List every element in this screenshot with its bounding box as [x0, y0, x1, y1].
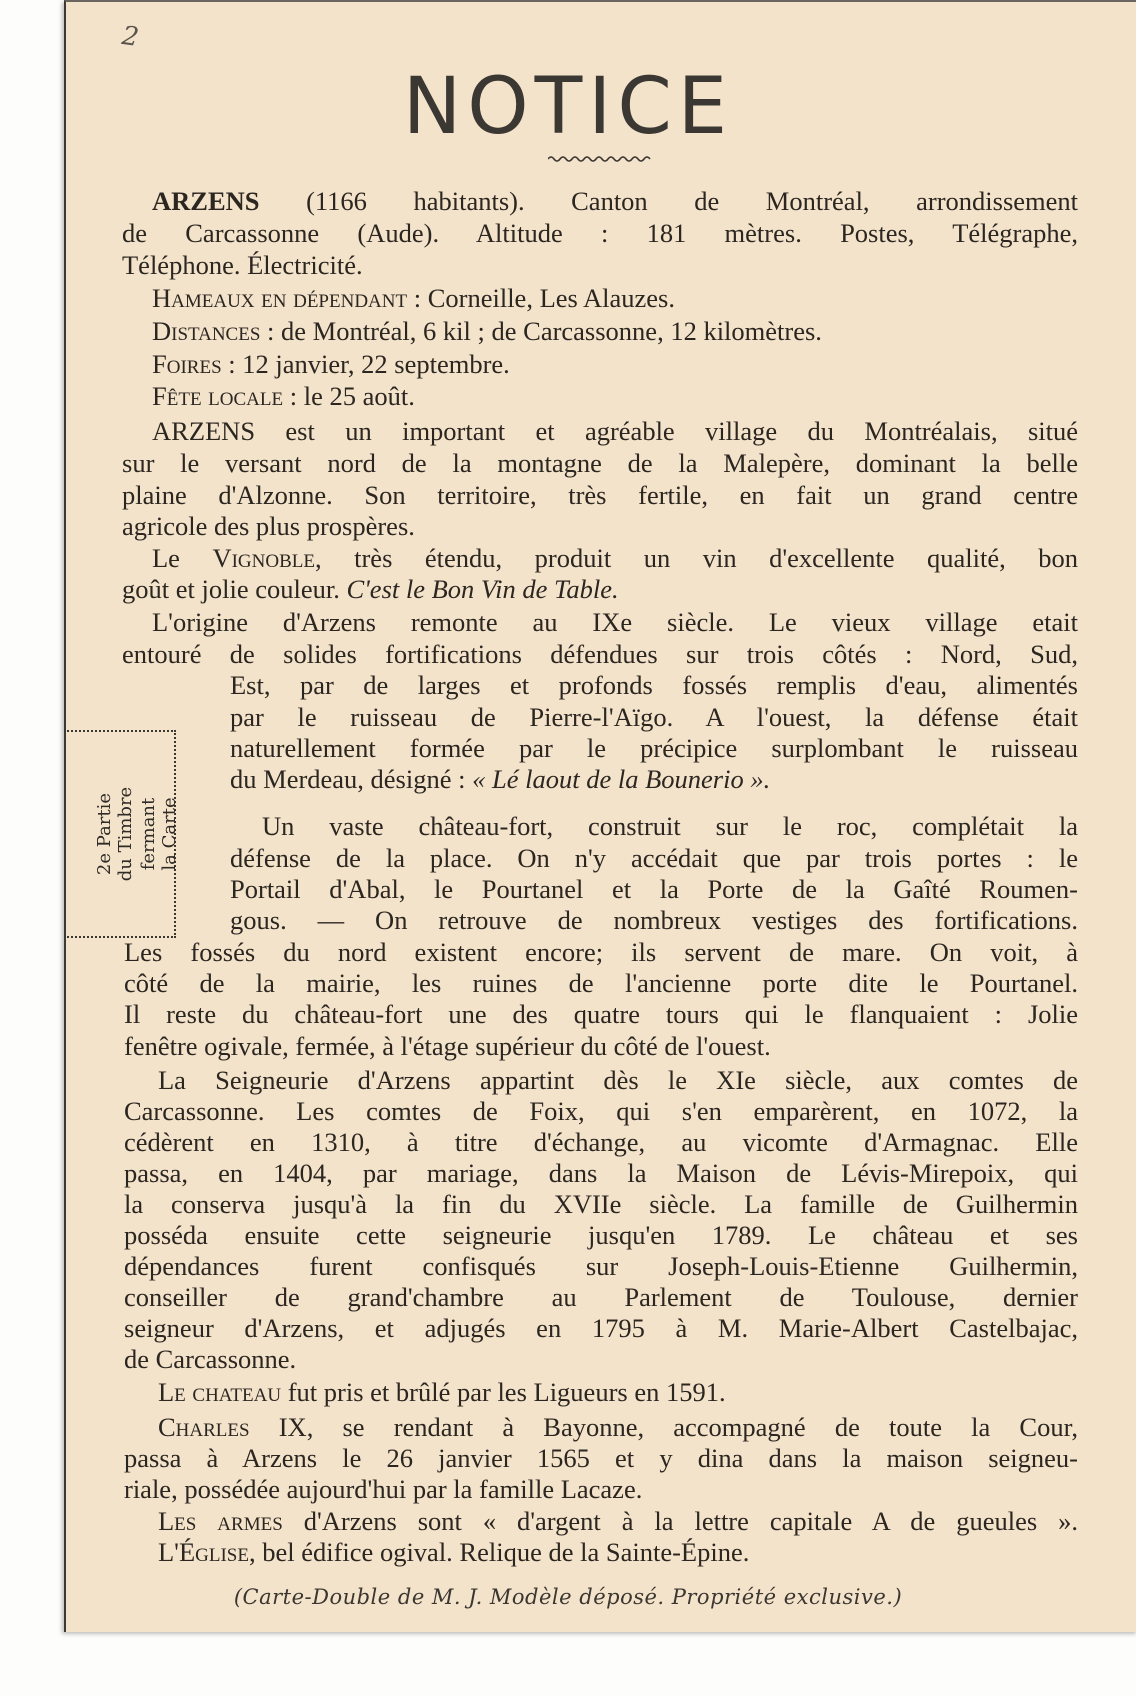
para-chateau-line: Il reste du château-fort une des quatre tours qui le flanquaient : Jolie — [124, 999, 1078, 1029]
para-seigneurie-line: conseiller de grand'chambre au Parlement de Toulouse, dernier — [124, 1282, 1078, 1312]
para-seigneurie-line: de Carcassonne. — [124, 1344, 297, 1374]
para-chateau-line: Les fossés du nord existent encore; ils servent de mare. On voit, à — [124, 937, 1078, 967]
para-chateau-line: fenêtre ogivale, fermée, à l'étage supérieur du côté de l'ouest. — [124, 1031, 771, 1061]
fact-foires: Foires : 12 janvier, 22 septembre. — [152, 349, 510, 379]
para-seigneurie-line: La Seigneurie d'Arzens appartint dès le XIe siècle, aux comtes de — [158, 1065, 1078, 1095]
para-origin-line: du Merdeau, désigné : « Lé laout de la Bounerio ». — [230, 764, 771, 794]
eglise-line: L'Église, bel édifice ogival. Relique de la Sainte-Épine. — [158, 1537, 750, 1567]
vignoble-line-2: goût et jolie couleur. C'est le Bon Vin de Table. — [122, 574, 619, 604]
para-seigneurie-line: seigneur d'Arzens, et adjugés en 1795 à M. Marie-Albert Castelbajac, — [124, 1313, 1078, 1343]
stamp-box — [64, 730, 180, 938]
le-chateau-line: Le chateau fut pris et brûlé par les Ligueurs en 1591. — [158, 1377, 726, 1407]
para-chateau-line: gous. — On retrouve de nombreux vestiges des fortifications. — [230, 905, 1078, 935]
armes-line: Les armes d'Arzens sont « d'argent à la lettre capitale A de gueules ». — [158, 1506, 1079, 1536]
fact-distances: Distances : de Montréal, 6 kil ; de Carcassonne, 12 kilomètres. — [152, 316, 822, 346]
para-origin-line: entouré de solides fortifications défendues sur trois côtés : Nord, Sud, — [122, 639, 1078, 669]
para-village-line: ARZENS est un important et agréable village du Montréalais, situé — [152, 416, 1078, 446]
para-seigneurie-line: passa, en 1404, par mariage, dans la Maison de Lévis-Mirepoix, qui — [124, 1158, 1078, 1188]
para-seigneurie-line: Carcassonne. Les comtes de Foix, qui s'en emparèrent, en 1072, la — [124, 1096, 1078, 1126]
header-line-3: Téléphone. Électricité. — [122, 250, 363, 280]
para-chateau-line: côté de la mairie, les ruines de l'ancienne porte dite le Pourtanel. — [124, 968, 1078, 998]
stamp-label: 2e Partie du Timbre — [94, 786, 136, 882]
para-village-line: plaine d'Alzonne. Son territoire, très fertile, en fait un grand centre — [122, 480, 1078, 510]
charles-line-3: riale, possédée aujourd'hui par la famille Lacaze. — [124, 1474, 643, 1504]
para-village-line: sur le versant nord de la montagne de la Malepère, dominant la belle — [122, 448, 1078, 478]
town-name: ARZENS — [152, 186, 260, 216]
para-chateau-line: Un vaste château-fort, construit sur le roc, complétait la — [262, 811, 1078, 841]
para-origin-line: par le ruisseau de Pierre-l'Aïgo. A l'ouest, la défense était — [230, 702, 1078, 732]
para-seigneurie-line: posséda ensuite cette seigneurie jusqu'en 1789. Le château et ses — [124, 1220, 1078, 1250]
fact-hameaux: Hameaux en dépendant : Corneille, Les Alauzes. — [152, 283, 675, 313]
ornament-divider — [548, 155, 654, 163]
page-number: 2 — [119, 20, 141, 54]
para-origin-line: naturellement formée par le précipice surplombant le ruisseau — [230, 733, 1078, 763]
para-origin-line: Est, par de larges et profonds fossés remplis d'eau, alimentés — [230, 670, 1078, 700]
charles-line-1: Charles IX, se rendant à Bayonne, accompagné de toute la Cour, — [158, 1412, 1078, 1442]
vignoble-line-1: Le Vignoble, très étendu, produit un vin d'excellente qualité, bon — [152, 543, 1078, 573]
fact-fete: Fête locale : le 25 août. — [152, 381, 415, 411]
para-chateau-line: Portail d'Abal, le Pourtanel et la Porte de la Gaîté Roumen- — [230, 874, 1078, 904]
para-seigneurie-line: dépendances furent confisqués sur Joseph-Louis-Etienne Guilhermin, — [124, 1251, 1078, 1281]
page-title: NOTICE — [402, 62, 734, 152]
para-seigneurie-line: la conserva jusqu'à la fin du XVIIe siècle. La famille de Guilhermin — [124, 1189, 1078, 1219]
charles-line-2: passa à Arzens le 26 janvier 1565 et y dina dans la maison seigneu- — [124, 1443, 1078, 1473]
footer-note: (Carte-Double de M. J. Modèle déposé. Propriété exclusive.) — [233, 1585, 903, 1609]
header-line-2: de Carcassonne (Aude). Altitude : 181 mètres. Postes, Télégraphe, — [122, 218, 1078, 248]
para-origin-line: L'origine d'Arzens remonte au IXe siècle. Le vieux village etait — [152, 607, 1078, 637]
header-line-1: ARZENS (1166 habitants). Canton de Montréal, arrondissement — [152, 186, 1078, 216]
para-chateau-line: défense de la place. On n'y accédait que par trois portes : le — [230, 843, 1078, 873]
stamp-label-2: fermant la Carte — [138, 797, 180, 871]
para-village-line: agricole des plus prospères. — [122, 511, 415, 541]
para-seigneurie-line: cédèrent en 1310, à titre d'échange, au vicomte d'Armagnac. Elle — [124, 1127, 1078, 1157]
